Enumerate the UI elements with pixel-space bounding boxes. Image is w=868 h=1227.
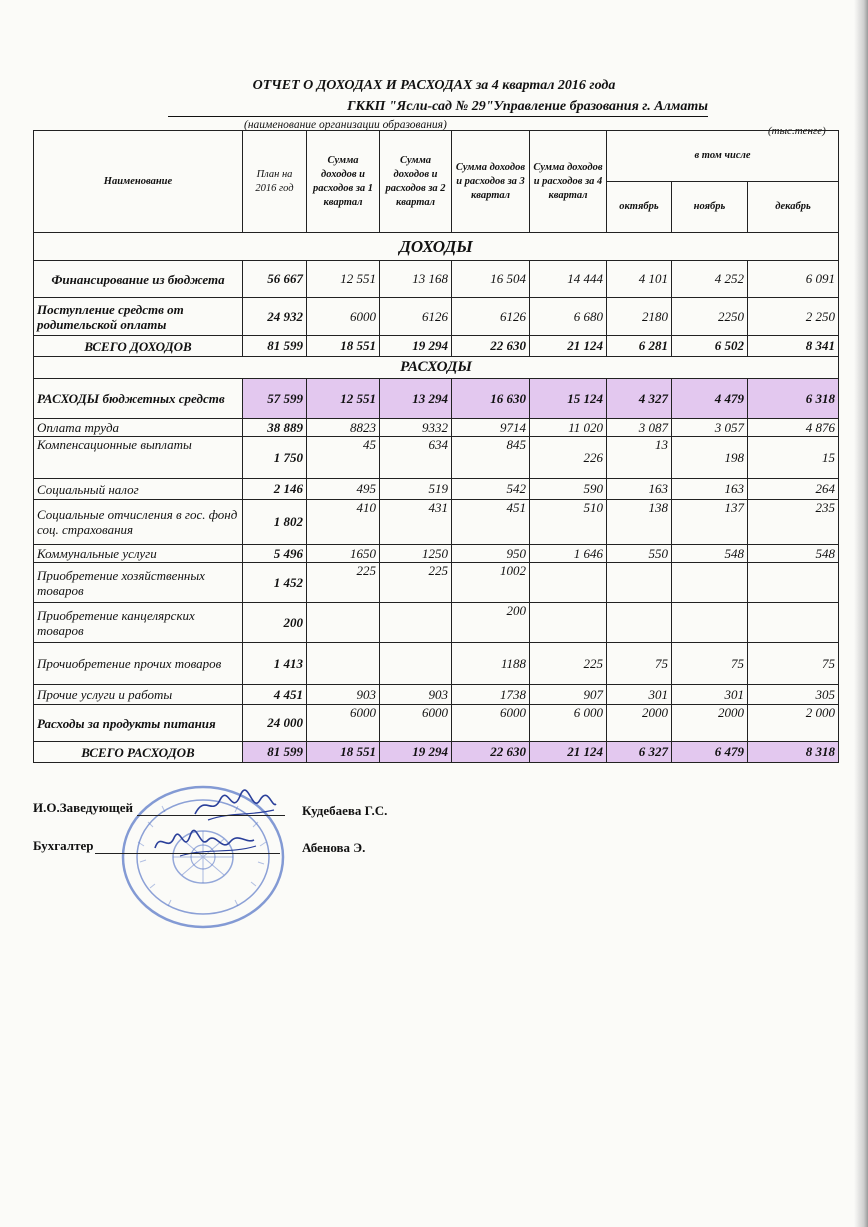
accountant-name: Абенова Э.	[302, 840, 366, 855]
cell-dec: 235	[748, 500, 839, 545]
cell-plan: 5 496	[243, 545, 307, 563]
cell-plan: 56 667	[243, 261, 307, 298]
cell-q2: 431	[380, 500, 452, 545]
cell-nov: 301	[672, 685, 748, 705]
cell-oct: 4 101	[607, 261, 672, 298]
section-income-row	[34, 233, 839, 261]
row-name: Поступление средств от родительской оплаты	[34, 298, 243, 336]
cell-dec: 2 250	[748, 298, 839, 336]
cell-oct	[607, 603, 672, 643]
head-signature	[190, 786, 280, 826]
cell-q4: 907	[530, 685, 607, 705]
cell-q1	[307, 643, 380, 685]
cell-nov: 6 479	[672, 742, 748, 763]
table-row	[34, 603, 839, 643]
cell-q3: 451	[452, 500, 530, 545]
cell-plan: 2 146	[243, 479, 307, 500]
cell-q3: 6126	[452, 298, 530, 336]
cell-q4: 1 646	[530, 545, 607, 563]
cell-oct: 6 281	[607, 336, 672, 357]
cell-q1	[307, 603, 380, 643]
cell-q2: 519	[380, 479, 452, 500]
cell-q3: 845	[452, 437, 530, 479]
row-name: Расходы за продукты питания	[34, 705, 243, 742]
cell-dec: 2 000	[748, 705, 839, 742]
header-row-1	[34, 131, 839, 182]
cell-dec: 8 318	[748, 742, 839, 763]
cell-dec	[748, 563, 839, 603]
cell-q2: 634	[380, 437, 452, 479]
cell-plan: 24 000	[243, 705, 307, 742]
cell-dec: 6 091	[748, 261, 839, 298]
cell-q3: 1738	[452, 685, 530, 705]
table-row	[34, 437, 839, 479]
cell-q1: 1650	[307, 545, 380, 563]
section-expenses: РАСХОДЫ	[34, 357, 839, 379]
accountant-signature	[150, 826, 260, 860]
cell-dec: 4 876	[748, 419, 839, 437]
row-name: Прочие услуги и работы	[34, 685, 243, 705]
cell-q4: 225	[530, 643, 607, 685]
cell-q2: 13 168	[380, 261, 452, 298]
row-name: Приобретение канцелярских товаров	[34, 603, 243, 643]
cell-q1: 6000	[307, 705, 380, 742]
cell-nov: 6 502	[672, 336, 748, 357]
cell-q3: 6000	[452, 705, 530, 742]
cell-oct: 4 327	[607, 379, 672, 419]
cell-q2: 903	[380, 685, 452, 705]
cell-q4: 21 124	[530, 336, 607, 357]
cell-q4: 590	[530, 479, 607, 500]
cell-nov: 4 252	[672, 261, 748, 298]
table-row	[34, 298, 839, 336]
cell-nov: 198	[672, 437, 748, 479]
cell-plan: 1 802	[243, 500, 307, 545]
cell-q1: 45	[307, 437, 380, 479]
col-header-q4: Сумма доходов и расходов за 4 квартал	[530, 131, 607, 233]
cell-dec: 15	[748, 437, 839, 479]
cell-q4: 21 124	[530, 742, 607, 763]
head-label: И.О.Заведующей	[33, 800, 133, 815]
table-row	[34, 479, 839, 500]
cell-oct: 138	[607, 500, 672, 545]
table-row	[34, 705, 839, 742]
cell-nov: 4 479	[672, 379, 748, 419]
cell-q3: 16 630	[452, 379, 530, 419]
cell-plan: 81 599	[243, 742, 307, 763]
cell-plan: 4 451	[243, 685, 307, 705]
accountant-label: Бухгалтер	[33, 838, 94, 853]
cell-q1: 18 551	[307, 742, 380, 763]
row-name: Финансирование из бюджета	[34, 261, 243, 298]
cell-q4: 15 124	[530, 379, 607, 419]
row-name: Коммунальные услуги	[34, 545, 243, 563]
cell-oct: 75	[607, 643, 672, 685]
table-row	[34, 643, 839, 685]
cell-q2: 6126	[380, 298, 452, 336]
cell-q3: 950	[452, 545, 530, 563]
page-edge-shadow	[854, 0, 868, 1227]
cell-q4: 226	[530, 437, 607, 479]
cell-q4	[530, 563, 607, 603]
cell-nov: 548	[672, 545, 748, 563]
cell-q1: 12 551	[307, 379, 380, 419]
cell-q2: 6000	[380, 705, 452, 742]
cell-q1: 12 551	[307, 261, 380, 298]
row-name: Социальный налог	[34, 479, 243, 500]
table-row	[34, 545, 839, 563]
cell-plan: 81 599	[243, 336, 307, 357]
row-name: РАСХОДЫ бюджетных средств	[34, 379, 243, 419]
cell-oct: 2000	[607, 705, 672, 742]
col-header-oct: октябрь	[607, 182, 672, 233]
cell-nov	[672, 603, 748, 643]
cell-q4: 11 020	[530, 419, 607, 437]
col-header-q1: Сумма доходов и расходов за 1 квартал	[307, 131, 380, 233]
cell-oct: 301	[607, 685, 672, 705]
cell-q3: 1002	[452, 563, 530, 603]
row-name: ВСЕГО РАСХОДОВ	[34, 742, 243, 763]
cell-q4: 6 000	[530, 705, 607, 742]
cell-plan: 24 932	[243, 298, 307, 336]
cell-oct: 163	[607, 479, 672, 500]
table-row	[34, 563, 839, 603]
col-header-including: в том числе	[607, 131, 839, 182]
table-row	[34, 685, 839, 705]
report-table	[33, 130, 839, 763]
cell-nov: 163	[672, 479, 748, 500]
cell-q2: 19 294	[380, 742, 452, 763]
cell-dec: 8 341	[748, 336, 839, 357]
cell-nov: 2000	[672, 705, 748, 742]
col-header-q2: Сумма доходов и расходов за 2 квартал	[380, 131, 452, 233]
cell-plan: 1 413	[243, 643, 307, 685]
table-row	[34, 500, 839, 545]
cell-oct: 13	[607, 437, 672, 479]
cell-plan: 1 750	[243, 437, 307, 479]
cell-q4: 510	[530, 500, 607, 545]
cell-q3: 1188	[452, 643, 530, 685]
unit-label: (тыс.тенге)	[768, 125, 826, 137]
cell-q1: 18 551	[307, 336, 380, 357]
cell-q3: 22 630	[452, 742, 530, 763]
accountant-signature-line	[95, 853, 280, 854]
cell-oct	[607, 563, 672, 603]
table-row-total-income	[34, 336, 839, 357]
row-name: Социальные отчисления в гос. фонд соц. страхования	[34, 500, 243, 545]
cell-q4: 14 444	[530, 261, 607, 298]
cell-dec: 548	[748, 545, 839, 563]
cell-oct: 3 087	[607, 419, 672, 437]
cell-oct: 2180	[607, 298, 672, 336]
cell-dec	[748, 603, 839, 643]
row-name: Компенсационные выплаты	[34, 437, 243, 479]
cell-nov: 3 057	[672, 419, 748, 437]
cell-dec: 305	[748, 685, 839, 705]
organization-caption: (наименование организации образования)	[244, 119, 447, 131]
cell-plan: 38 889	[243, 419, 307, 437]
cell-q2: 225	[380, 563, 452, 603]
row-name: ВСЕГО ДОХОДОВ	[34, 336, 243, 357]
cell-q1: 410	[307, 500, 380, 545]
cell-q1: 495	[307, 479, 380, 500]
col-header-nov: ноябрь	[672, 182, 748, 233]
cell-q3: 9714	[452, 419, 530, 437]
organization-name: ГККП "Ясли-сад № 29"Управление бразования г. Алматы	[168, 99, 708, 117]
cell-plan: 57 599	[243, 379, 307, 419]
cell-nov: 2250	[672, 298, 748, 336]
section-expenses-row	[34, 357, 839, 379]
cell-q2: 13 294	[380, 379, 452, 419]
table-row	[34, 379, 839, 419]
cell-oct: 6 327	[607, 742, 672, 763]
cell-dec: 6 318	[748, 379, 839, 419]
cell-q3: 200	[452, 603, 530, 643]
cell-plan: 200	[243, 603, 307, 643]
table-row-total-expenses	[34, 742, 839, 763]
head-name: Кудебаева Г.С.	[302, 803, 388, 818]
cell-q1: 8823	[307, 419, 380, 437]
cell-nov: 75	[672, 643, 748, 685]
cell-q3: 542	[452, 479, 530, 500]
row-name: Оплата труда	[34, 419, 243, 437]
cell-q2: 9332	[380, 419, 452, 437]
cell-nov: 137	[672, 500, 748, 545]
cell-oct: 550	[607, 545, 672, 563]
cell-dec: 264	[748, 479, 839, 500]
cell-dec: 75	[748, 643, 839, 685]
col-header-plan: План на 2016 год	[243, 131, 307, 233]
cell-q2: 19 294	[380, 336, 452, 357]
cell-q3: 16 504	[452, 261, 530, 298]
col-header-dec: декабрь	[748, 182, 839, 233]
cell-q2: 1250	[380, 545, 452, 563]
section-income: ДОХОДЫ	[34, 233, 839, 261]
cell-q4: 6 680	[530, 298, 607, 336]
cell-q2	[380, 603, 452, 643]
cell-q1: 903	[307, 685, 380, 705]
row-name: Прочиобретение прочих товаров	[34, 643, 243, 685]
cell-q1: 6000	[307, 298, 380, 336]
report-title: ОТЧЕТ О ДОХОДАХ И РАСХОДАХ за 4 квартал 2016 года	[252, 78, 616, 93]
cell-q4	[530, 603, 607, 643]
row-name: Приобретение хозяйственных товаров	[34, 563, 243, 603]
cell-q1: 225	[307, 563, 380, 603]
cell-nov	[672, 563, 748, 603]
table-row	[34, 419, 839, 437]
cell-plan: 1 452	[243, 563, 307, 603]
head-signature-line	[137, 815, 285, 816]
table-row	[34, 261, 839, 298]
cell-q3: 22 630	[452, 336, 530, 357]
col-header-q3: Сумма доходов и расходов за 3 квартал	[452, 131, 530, 233]
col-header-name: Наименование	[34, 131, 243, 233]
cell-q2	[380, 643, 452, 685]
